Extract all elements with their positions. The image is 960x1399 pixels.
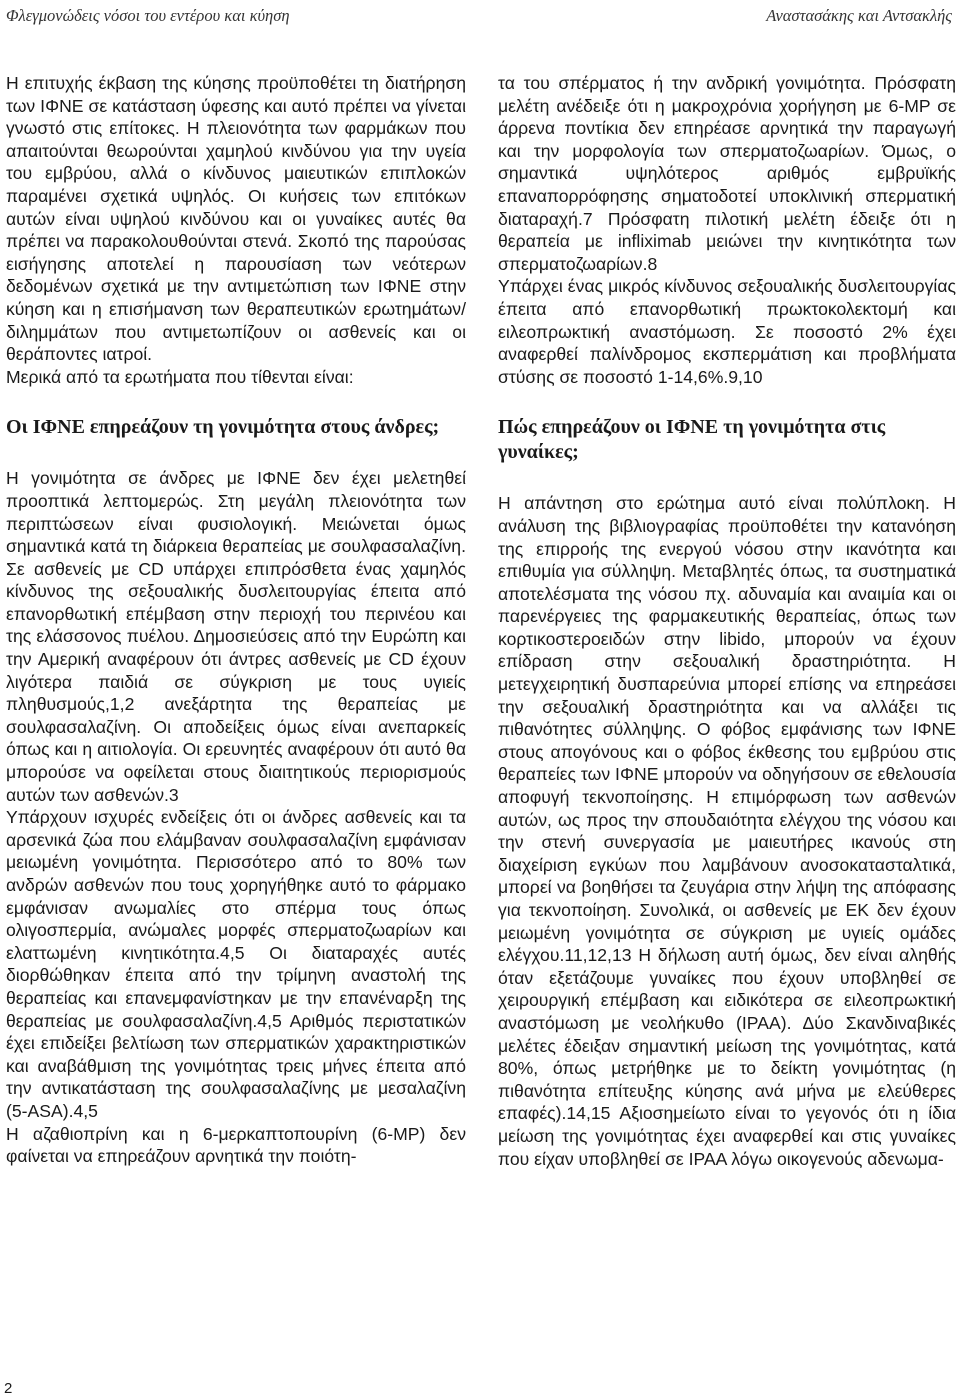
paragraph: Η απάντηση στο ερώτημα αυτό είναι πολύπλοκη. Η ανάλυση της βιβλιογραφίας προϋποθέτει την κατανόηση της επιρροής της ενεργού νόσου στην ικανότητα και επιθυμία για σύλληψη. Μεταβλητές όπως, τα συστηματικά αποτελέσματα της νόσου πχ. αδυναμία και αναιμία και οι παρενέργειες της φαρμακευτικής θεραπείας, όπως των κορτικοστεροειδών στην libido, μπορούν να έχουν επίδραση στην σεξουαλική δραστηριότητα. Η μετεγχειρητική δυσπαρεύνια μπορεί επίσης να επηρεάσει την σεξουαλική δραστηριότητα και να αλλάξει τις πιθανότητες σύλληψης. Ο φόβος εμφάνισης των ΙΦΝΕ στους απογόνους και ο φόβος έκθεσης του εμβρύου στις θεραπείες των ΙΦΝΕ μπορούν να οδηγήσουν σε εθελουσία αποφυγή τεκνοποίησης. Η επιμόρφωση των ασθενών αυτών, ως προς την σπουδαιότητα ελέγχου της νόσου και την στενή συνεργασία με μαιευτήρες ικανούς στη διαχείριση εγκύων που λαμβάνουν ανοσοκατασταλτικά, μπορεί να βοηθήσει τα ζευγάρια στην λήψη της απόφασης για τεκνοποίηση. Συνολικά, οι ασθενείς με ΕΚ δεν έχουν μειωμένη γονιμότητα σε σύγκριση με υγιείς ομάδες ελέγχου.11,12,13 Η δήλωση αυτή όμως, δεν είναι αληθής όταν εξετάζουμε γυναίκες που έχουν υποβληθεί σε χειρουργική επέμβαση και ειδικότερα σε ειλεοπρωκτική αναστόμωση με νεολήκυθο (IPAA). Δύο Σκανδιναβικές μελέτες έδειξαν σημαντική μείωση της γονιμότητας, κατά 80%, όπως μετρήθηκε με το δείκτη γονιμότητας (η πιθανότητα επίτευξης κύησης ανά μήνα με ελεύθερες επαφές).14,15 Αξιοσημείωτο είναι το γεγονός ότι η ίδια μείωση της γονιμότητας έχει αναφερθεί και στις γυναίκες που είχαν υποβληθεί σε IPAA λόγω οικογενούς αδενωμα- — [498, 493, 956, 1169]
running-header-authors: Αναστασάκης και Αντσακλής — [766, 6, 952, 25]
paragraph: Η γονιμότητα σε άνδρες με ΙΦΝΕ δεν έχει μελετηθεί προοπτικά λεπτομερώς. Στη μεγάλη πλειονότητα των περιπτώσεων είναι φυσιολογική. Μειώνεται όμως σημαντικά κατά τη διάρκεια θεραπείας με σουλφασαλαζίνη. Σε ασθενείς με CD υπάρχει επιπρόσθετα ένας χαμηλός κίνδυνος της σεξουαλικής δυσλειτουργίας έπειτα από επανορθωτική επέμβαση στην περιοχή του περινέου και της ελάσσονος πυέλου. Δημοσιεύσεις από την Ευρώπη και την Αμερική αναφέρουν ότι άντρες ασθενείς με CD έχουν λιγότερα παιδιά σε σύγκριση με τους υγιείς πληθυσμούς,1,2 ανεξάρτητα της θεραπείας με σουλφασαλαζίνη. Οι αποδείξεις όμως είναι ανεπαρκείς όπως και η αιτιολογία. Οι ερευνητές αναφέρουν ότι αυτό θα μπορούσε να οφείλεται στους διαιτητικούς περιορισμούς αυτών των ασθενών.3 — [6, 468, 466, 805]
paragraph: Η επιτυχής έκβαση της κύησης προϋποθέτει τη διατήρηση των ΙΦΝΕ σε κατάσταση ύφεσης και αυτό πρέπει να γίνεται γνωστό στις επίτοκες. Η πλειονότητα των φαρμάκων που απαιτούνται θεωρούνται χαμηλού κινδύνου για την υγεία του εμβρύου, αλλά ο κίνδυνος μαιευτικών επιπλοκών παραμένει σχετικά υψηλός. Οι κυήσεις των επιτόκων αυτών είναι υψηλού κινδύνου και οι γυναίκες αυτές θα πρέπει να παρακολουθούνται στενά. Σκοπό της παρούσας εισήγησης αποτελεί η παρουσίαση των νεότερων δεδομένων σχετικά με την αντιμετώπιση των ΙΦΝΕ στην κύηση και η επισήμανση των θεραπευτικών ερωτημάτων/διλημμάτων που αντιμετωπίζουν οι ασθενείς και οι θεράποντες ιατροί. — [6, 73, 466, 365]
left-column — [6, 72, 466, 1168]
running-header-title: Φλεγμονώδεις νόσοι του εντέρου και κύηση — [6, 6, 290, 25]
paragraph: Υπάρχει ένας μικρός κίνδυνος σεξουαλικής δυσλειτουργίας έπειτα από επανορθωτική πρωκτοκολεκτομή και ειλεοπρωκτική αναστόμωση. Σε ποσοστό 2% έχει αναφερθεί παλίνδρομος εκσπερμάτιση και προβλήματα στύσης σε ποσοστό 1-14,6%.9,10 — [498, 276, 956, 387]
page-number: 2 — [4, 1380, 13, 1397]
paragraph: τα του σπέρματος ή την ανδρική γονιμότητα. Πρόσφατη μελέτη ανέδειξε ότι η μακροχρόνια χορήγηση με 6-MP σε άρρενα ποντίκια δεν επηρέασε αρνητικά την παραγωγή και την μορφολογία των σπερματοζωαρίων. Όμως, ο σημαντικά υψηλότερος αριθμός εμβρυϊκής επαναπορρόφησης σηματοδοτεί υποκλινική σπερματική διαταραχή.7 Πρόσφατη πιλοτική μελέτη έδειξε ότι η θεραπεία με infliximab μειώνει την κινητικότητα των σπερματοζωαρίων.8 — [498, 73, 956, 274]
paragraph: Η αζαθιοπρίνη και η 6-μερκαπτοπουρίνη (6-MP) δεν φαίνεται να επηρεάζουν αρνητικά την ποιότη- — [6, 1123, 466, 1167]
right-column — [498, 72, 956, 1170]
section-heading: Πώς επηρεάζουν οι ΙΦΝΕ τη γονιμότητα στις γυναίκες; — [498, 416, 886, 464]
paragraph: Υπάρχουν ισχυρές ενδείξεις ότι οι άνδρες ασθενείς και τα αρσενικά ζώα που ελάμβαναν σουλφασαλαζίνη εμφάνισαν μειωμένη γονιμότητα. Περισσότερο από το 80% των ανδρών ασθενών που τους χορηγήθηκε αυτό το φάρμακο εμφάνισαν ανωμαλίες στο σπέρμα τους όπως ολιγοσπερμία, ανώμαλες μορφές σπερματοζωαρίων και ελαττωμένη κινητικότητα.4,5 Οι διαταραχές αυτές διορθώθηκαν έπειτα από την τρίμηνη αναστολή της θεραπείας και επανεμφανίστηκαν με την επανέναρξη της θεραπείας με σουλφασαλαζίνη.4,5 Αριθμός περιστατικών έχει επιδείξει βελτίωση των σπερματικών χαρακτηριστικών και αναβάθμιση της γονιμότητας τρεις μήνες έπειτα από την αντικατάσταση της σουλφασαλαζίνης με μεσαλαζίνη (5-ASA).4,5 — [6, 807, 466, 1121]
running-header — [0, 0, 960, 30]
paragraph: Μερικά από τα ερωτήματα που τίθενται είναι: — [6, 366, 354, 387]
section-heading: Οι ΙΦΝΕ επηρεάζουν τη γονιμότητα στους άνδρες; — [6, 416, 440, 439]
